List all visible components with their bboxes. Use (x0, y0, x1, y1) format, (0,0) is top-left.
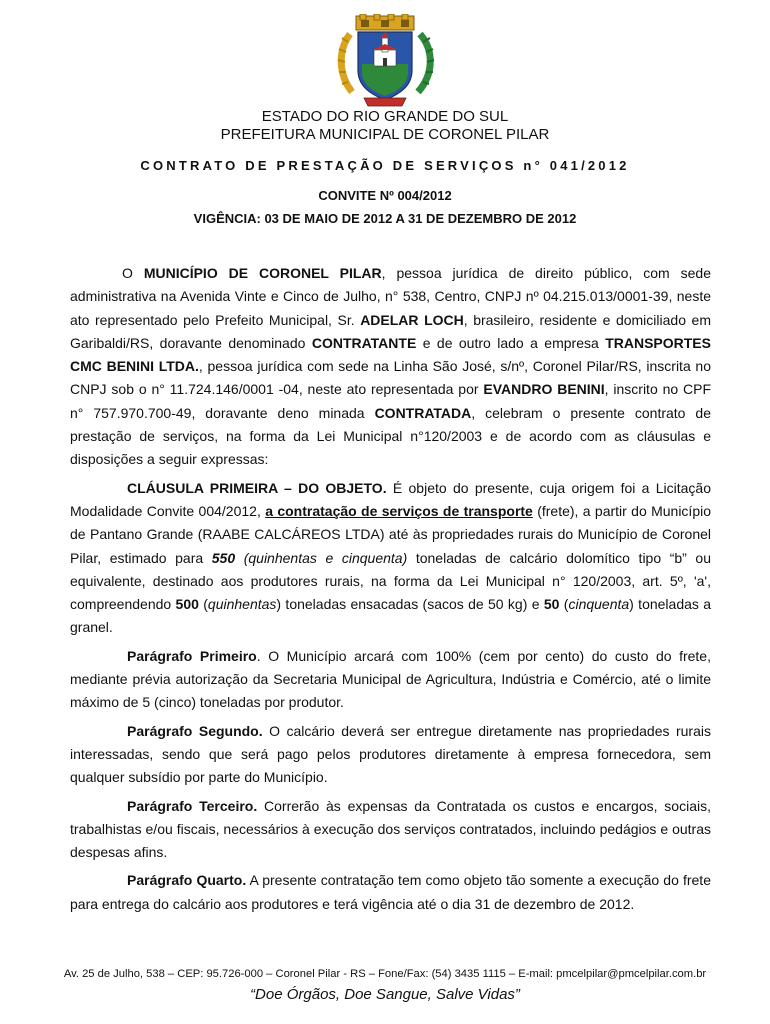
validity-period: VIGÊNCIA: 03 DE MAIO DE 2012 A 31 DE DEZEMBRO DE 2012 (193, 211, 577, 226)
paragraph-third: Parágrafo Terceiro. Correrão às expensas da Contratada os custos e encargos, sociais, trabalhistas e/ou fiscais, necessários à execução dos serviços contratados, incluindo pedágios e outras despesas afins. (70, 797, 711, 861)
intro-paragraph: O MUNICÍPIO DE CORONEL PILAR, pessoa jurídica de direito público, com sede administrativa na Avenida Vinte e Cinco de Julho, n° 538, Centro, CNPJ nº 04.215.013/0001-39, neste ato representado pelo Prefeito Municipal, Sr. ADELAR LOCH, brasileiro, residente e domiciliado em Garibaldi/RS, doravante denominado CONTRATANTE e de outro lado a empresa TRANSPORTES CMC BENINI LTDA., pessoa jurídica com sede na Linha São José, s/nº, Coronel Pilar/RS, inscrita no CNPJ sob o n° 11.724.146/0001 -04, neste ato representada por EVANDRO BENINI, inscrito no CPF n° 757.970.700-49, doravante deno minada CONTRATADA, celebram o presente contrato de prestação de serviços, na forma da Lei Municipal n°120/2003 e de acordo com as cláusulas e disposições a seguir expressas: (70, 265, 712, 468)
paragraph-label: Parágrafo Segundo. (127, 722, 263, 739)
contracted-role: CONTRATADA (374, 404, 472, 421)
mayor-name: ADELAR LOCH (360, 311, 464, 328)
quantity-total: 550 (211, 549, 236, 566)
contract-body (70, 262, 711, 921)
footer-motto: “Doe Órgãos, Doe Sangue, Salve Vidas” (250, 986, 520, 1003)
quantity-total-words: (quinhentas e cinquenta) (235, 549, 408, 566)
municipality-name: MUNICÍPIO DE CORONEL PILAR (143, 265, 382, 281)
quantity-bagged-words: quinhentas (207, 596, 277, 613)
paragraph-label: Parágrafo Quarto. (127, 872, 247, 889)
coat-of-arms-icon (330, 14, 440, 108)
representative-name: EVANDRO BENINI (483, 381, 605, 398)
contract-title: CONTRATO DE PRESTAÇÃO DE SERVIÇOS n° 041/2012 (140, 158, 630, 173)
company-name: TRANSPORTES CMC BENINI LTDA. (70, 334, 711, 375)
paragraph-fourth: Parágrafo Quarto. A presente contratação tem como objeto tão somente a execução do frete para entrega do calcário aos produtores e terá vigência até o dia 31 de dezembro de 2012. (70, 872, 711, 912)
invite-number: CONVITE Nº 004/2012 (318, 188, 452, 203)
footer-address: Av. 25 de Julho, 538 – CEP: 95.726-000 – Coronel Pilar - RS – Fone/Fax: (54) 3435 1115 – E-mail: pmcelpilar@pmcelpilar.com.br (63, 968, 707, 980)
clause-object: a contratação de serviços de transporte (265, 502, 533, 519)
paragraph-label: Parágrafo Terceiro. (127, 797, 258, 814)
clause-heading: CLÁUSULA PRIMEIRA – DO OBJETO. (127, 479, 387, 496)
quantity-bagged: 500 (175, 596, 199, 613)
paragraph-label: Parágrafo Primeiro (127, 647, 257, 664)
prefecture-name: PREFEITURA MUNICIPAL DE CORONEL PILAR (220, 126, 550, 143)
paragraph-second: Parágrafo Segundo. O calcário deverá ser entregue diretamente nas propriedades rurais interessadas, sendo que será pago pelos produtores diretamente à empresa fornecedora, sem qualquer subsídio por parte do Município. (70, 722, 711, 786)
clause-first: CLÁUSULA PRIMEIRA – DO OBJETO. É objeto do presente, cuja origem foi a Licitação Modalidade Convite 004/2012, a contratação de serviços de transporte (frete), a partir do Município de Pantano Grande (RAABE CALCÁREOS LTDA) até às propriedades rurais do Município de Coronel Pilar, estimado para 550 (quinhentas e cinquenta) toneladas de calcário dolomítico tipo “b” ou equivalente, destinado aos produtores rurais, na forma da Lei Municipal n° 120/2003, art. 5º, 'a', compreendendo 500 (quinhentas) toneladas ensacadas (sacos de 50 kg) e 50 (cinquenta) toneladas a granel. (70, 479, 712, 636)
contractor-role: CONTRATANTE (311, 334, 417, 351)
quantity-bulk: 50 (543, 596, 560, 613)
quantity-bulk-words: cinquenta (568, 596, 630, 613)
paragraph-first: Parágrafo Primeiro. O Município arcará com 100% (cem por cento) do custo do frete, mediante prévia autorização da Secretaria Municipal de Agricultura, Indústria e Comércio, até o limite máximo de 5 (cinco) toneladas por produtor. (70, 647, 711, 711)
state-name: ESTADO DO RIO GRANDE DO SUL (261, 108, 509, 125)
